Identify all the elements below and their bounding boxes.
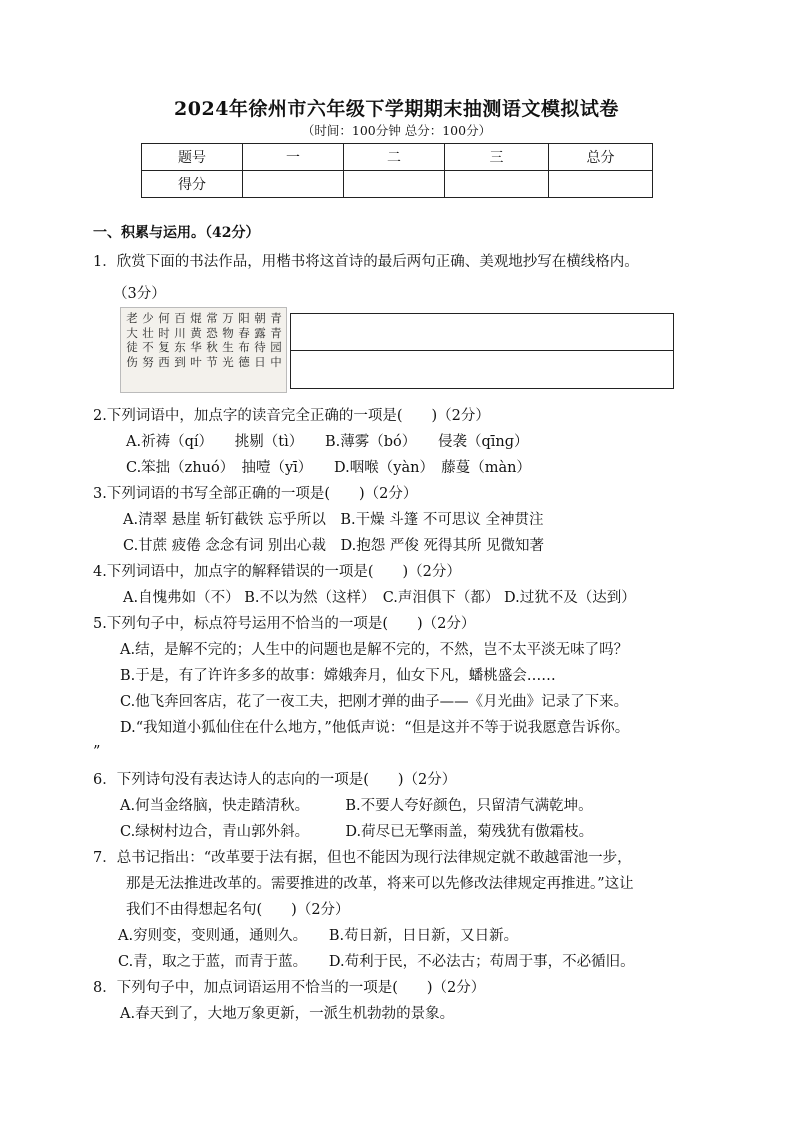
question-option-line: A.自愧弗如（不） B.不以为然（这样） C.声泪俱下（都） D.过犹不及（达到） [123, 590, 636, 606]
question-option-line: A.清翠 悬崖 斩钉截铁 忘乎所以 B.干燥 斗篷 不可思议 全神贯注 [123, 512, 544, 528]
score-blank-cell[interactable] [549, 171, 653, 198]
question-option-line: A.何当金络脑，快走踏清秋。 B.不要人夸好颜色，只留清气满乾坤。 [120, 798, 593, 814]
question-stem: 5.下列句子中，标点符号运用不恰当的一项是( )（2分） [93, 616, 476, 632]
exam-title: 2024年徐州市六年级下学期期末抽测语文模拟试卷 [174, 98, 619, 120]
calligraphy-column: 常恐秋节 [206, 311, 218, 369]
question-stem: 4.下列词语中，加点字的解释错误的一项是( )（2分） [93, 564, 461, 580]
calligraphy-column: 青青园中 [270, 311, 282, 369]
question-stem: 7．总书记指出：“改革要于法有据，但也不能因为现行法律规定就不敢越雷池一步， [93, 850, 632, 866]
calligraphy-image [120, 307, 287, 393]
question-option-line: C.绿树村边合，青山郭外斜。 D.荷尽已无擎雨盖，菊残犹有傲霜枝。 [120, 824, 594, 840]
question-stem: 2.下列词语中，加点字的读音完全正确的一项是( )（2分） [93, 408, 490, 424]
question-option-line: A.祈祷（qí） 挑剔（tì） B.薄雾（bó） 侵袭（qīnɡ） [126, 434, 529, 450]
question-stem: 8．下列句子中，加点词语运用不恰当的一项是( )（2分） [93, 980, 486, 996]
score-table [141, 143, 653, 198]
calligraphy-column: 朝露待日 [254, 311, 266, 369]
score-table-header-row [142, 144, 653, 171]
question-option-line: C.青，取之于蓝，而青于蓝。 D.苟利于民，不必法古；苟周于事，不必循旧。 [118, 954, 635, 970]
calligraphy-column: 少壮不努 [142, 311, 154, 369]
question-option-line: A.穷则变，变则通，通则久。 B.苟日新，日日新，又日新。 [118, 928, 519, 944]
question-option-line: C.他飞奔回客店，花了一夜工夫，把刚才弹的曲子——《月光曲》记录了下来。 [120, 694, 629, 710]
score-table-cell: 三 [445, 144, 549, 171]
score-table-cell: 得分 [142, 171, 243, 198]
score-blank-cell[interactable] [445, 171, 549, 198]
answer-writing-grid[interactable] [290, 313, 674, 389]
question-option-line: C.甘蔗 疲倦 念念有词 别出心裁 D.抱怨 严俊 死得其所 见微知著 [123, 538, 545, 554]
question-stem: 6．下列诗句没有表达诗人的志向的一项是( )（2分） [93, 772, 457, 788]
calligraphy-column: 老大徒伤 [126, 311, 138, 369]
question-option-line: A.结，是解不完的；人生中的问题也是解不完的，不然，岂不太平淡无味了吗？ [120, 642, 629, 658]
calligraphy-column: 何时复西 [158, 311, 170, 369]
question-option-line: C.笨拙（zhuó） 抽噎（yī） D.咽喉（yàn） 藤蔓（màn） [126, 460, 531, 476]
question-stem-continued: 那是无法推进改革的。需要推进的改革，将来可以先修改法律规定再推进。”这让 [126, 876, 634, 892]
exam-subtitle: （时间：100分钟 总分：100分） [301, 123, 492, 138]
calligraphy-column: 万物生光 [222, 311, 234, 369]
question-stem-continued: 我们不由得想起名句( )（2分） [126, 902, 350, 918]
question-stem: 3.下列词语的书写全部正确的一项是( )（2分） [93, 486, 418, 502]
question-1-points: （3分） [113, 286, 166, 302]
question-option-line: A.春天到了，大地万象更新，一派生机勃勃的景象。 [120, 1006, 455, 1022]
question-option-line: ” [93, 744, 101, 760]
score-table-cell: 题号 [142, 144, 243, 171]
score-blank-cell[interactable] [344, 171, 445, 198]
calligraphy-column: 百川东到 [174, 311, 186, 369]
question-1-text: 1．欣赏下面的书法作品，用楷书将这首诗的最后两句正确、美观地抄写在横线格内。 [93, 254, 639, 270]
score-table-cell: 二 [344, 144, 445, 171]
calligraphy-column: 阳春布德 [238, 311, 250, 369]
grid-divider [291, 350, 673, 351]
score-blank-cell[interactable] [243, 171, 344, 198]
score-table-cell: 一 [243, 144, 344, 171]
question-option-line: D.“我知道小狐仙住在什么地方，”他低声说：“但是这并不等于说我愿意告诉你。 [120, 720, 630, 736]
score-table-score-row [142, 171, 653, 198]
question-option-line: B.于是，有了许许多多的故事：嫦娥奔月，仙女下凡，蟠桃盛会…… [120, 668, 556, 684]
section-title: 一、积累与运用。（42分） [93, 225, 260, 241]
score-table-cell: 总分 [549, 144, 653, 171]
calligraphy-column: 焜黄华叶 [190, 311, 202, 369]
